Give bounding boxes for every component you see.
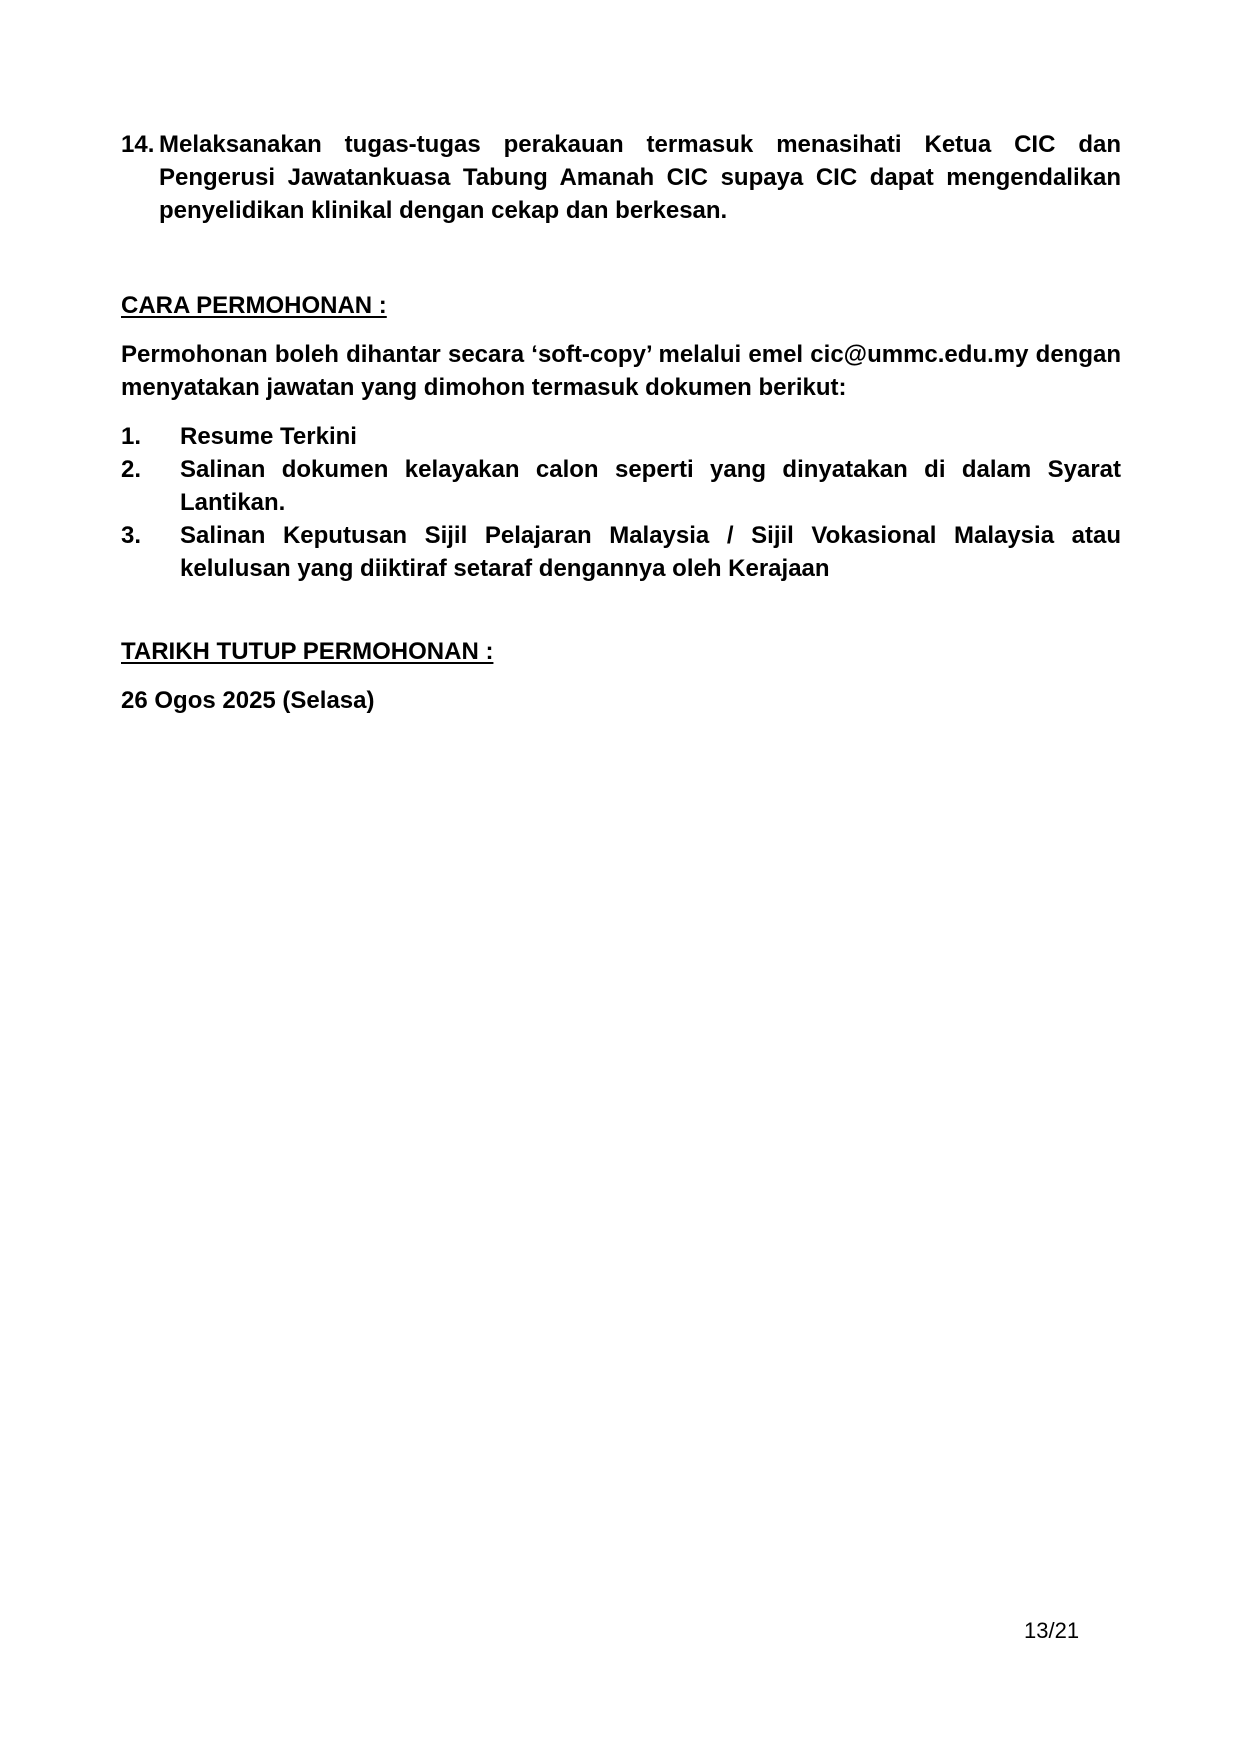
- duty-item-number: 14.: [121, 131, 155, 158]
- closing-date-heading: TARIKH TUTUP PERMOHONAN :: [121, 638, 494, 665]
- duty-item-14: [121, 128, 1121, 227]
- closing-date: 26 Ogos 2025 (Selasa): [121, 687, 375, 714]
- document-list: [121, 420, 1121, 585]
- document-list-item: [121, 453, 1121, 519]
- document-item-text: Salinan dokumen kelayakan calon seperti yang dinyatakan di dalam Syarat Lantikan.: [180, 456, 1121, 516]
- document-item-number: 1.: [121, 423, 142, 450]
- application-heading: CARA PERMOHONAN :: [121, 292, 387, 319]
- document-item-number: 2.: [121, 456, 142, 483]
- page-number: 13/21: [1024, 1618, 1080, 1643]
- application-intro: Permohonan boleh dihantar secara ‘soft-copy’ melalui emel cic@ummc.edu.my dengan menyatakan jawatan yang dimohon termasuk dokumen berikut:: [121, 341, 1121, 401]
- document-item-text: Resume Terkini: [180, 423, 357, 450]
- document-item-number: 3.: [121, 522, 142, 549]
- document-list-item: [121, 519, 1121, 585]
- page-content: [121, 128, 1121, 717]
- duty-item-text: Melaksanakan tugas-tugas perakauan termasuk menasihati Ketua CIC dan Pengerusi Jawatankuasa Tabung Amanah CIC supaya CIC dapat mengendalikan penyelidikan klinikal dengan cekap dan berkesan.: [159, 131, 1121, 224]
- document-list-item: [121, 420, 1121, 453]
- document-item-text: Salinan Keputusan Sijil Pelajaran Malaysia / Sijil Vokasional Malaysia atau kelulusan yang diiktiraf setaraf dengannya oleh Kerajaan: [180, 522, 1121, 582]
